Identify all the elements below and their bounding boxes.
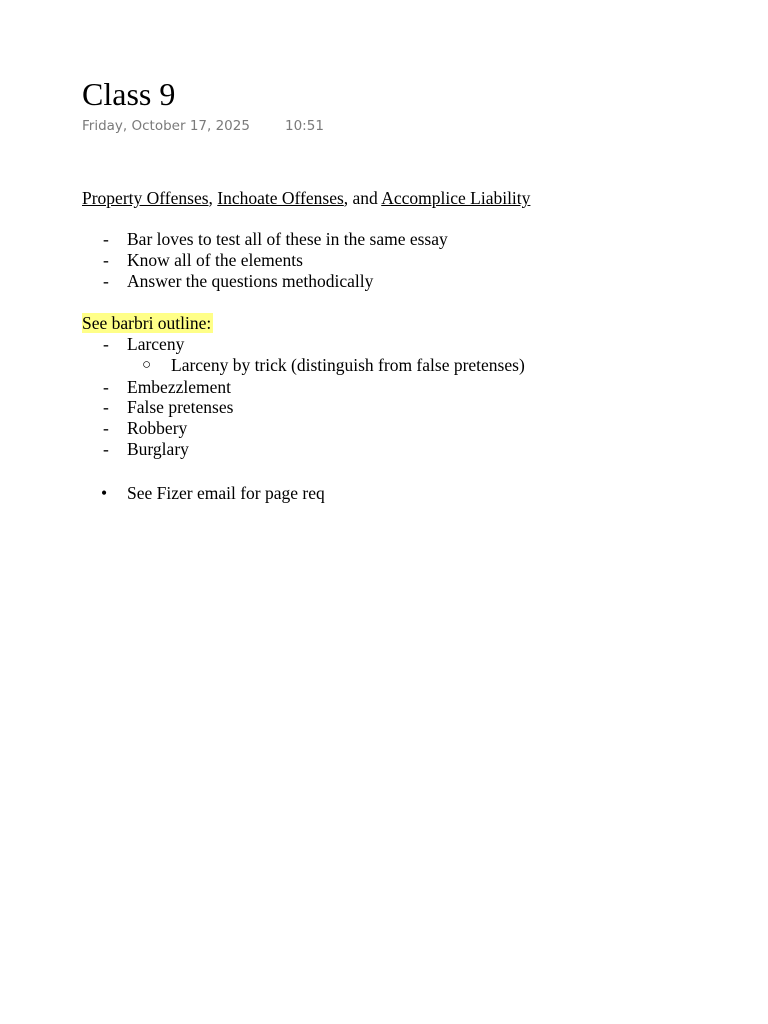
bullet-icon: • (101, 483, 108, 503)
topic-separator: , (208, 188, 218, 208)
topic-property-offenses: Property Offenses (82, 188, 209, 208)
list-item: Bar loves to test all of these in the same essay (127, 229, 448, 249)
page-date: Friday, October 17, 2025 (82, 118, 250, 134)
list-item: False pretenses (127, 397, 234, 417)
list-item: See Fizer email for page req (127, 483, 325, 503)
list-item: Embezzlement (127, 377, 231, 397)
outline-label (82, 312, 213, 334)
dash-marker: - (103, 334, 109, 354)
circle-bullet-icon: ○ (142, 357, 152, 373)
topic-heading (82, 187, 530, 209)
dash-marker: - (103, 271, 109, 291)
list-item: Burglary (127, 439, 189, 459)
page-title: Class 9 (82, 76, 176, 112)
list-item: Larceny (127, 334, 185, 354)
dash-marker: - (103, 250, 109, 270)
list-item: Answer the questions methodically (127, 271, 374, 291)
page-time: 10:51 (285, 118, 324, 134)
topic-inchoate-offenses: Inchoate Offenses (217, 188, 344, 208)
topic-separator: , and (343, 188, 382, 208)
highlighted-text: See barbri outline: (82, 313, 212, 333)
topic-accomplice-liability: Accomplice Liability (381, 188, 531, 208)
dash-marker: - (103, 397, 109, 417)
dash-marker: - (103, 377, 109, 397)
dash-marker: - (103, 418, 109, 438)
list-item: Robbery (127, 418, 188, 438)
sub-list-item: Larceny by trick (distinguish from false pretenses) (171, 355, 525, 375)
dash-marker: - (103, 439, 109, 459)
dash-marker: - (103, 229, 109, 249)
list-item: Know all of the elements (127, 250, 303, 270)
